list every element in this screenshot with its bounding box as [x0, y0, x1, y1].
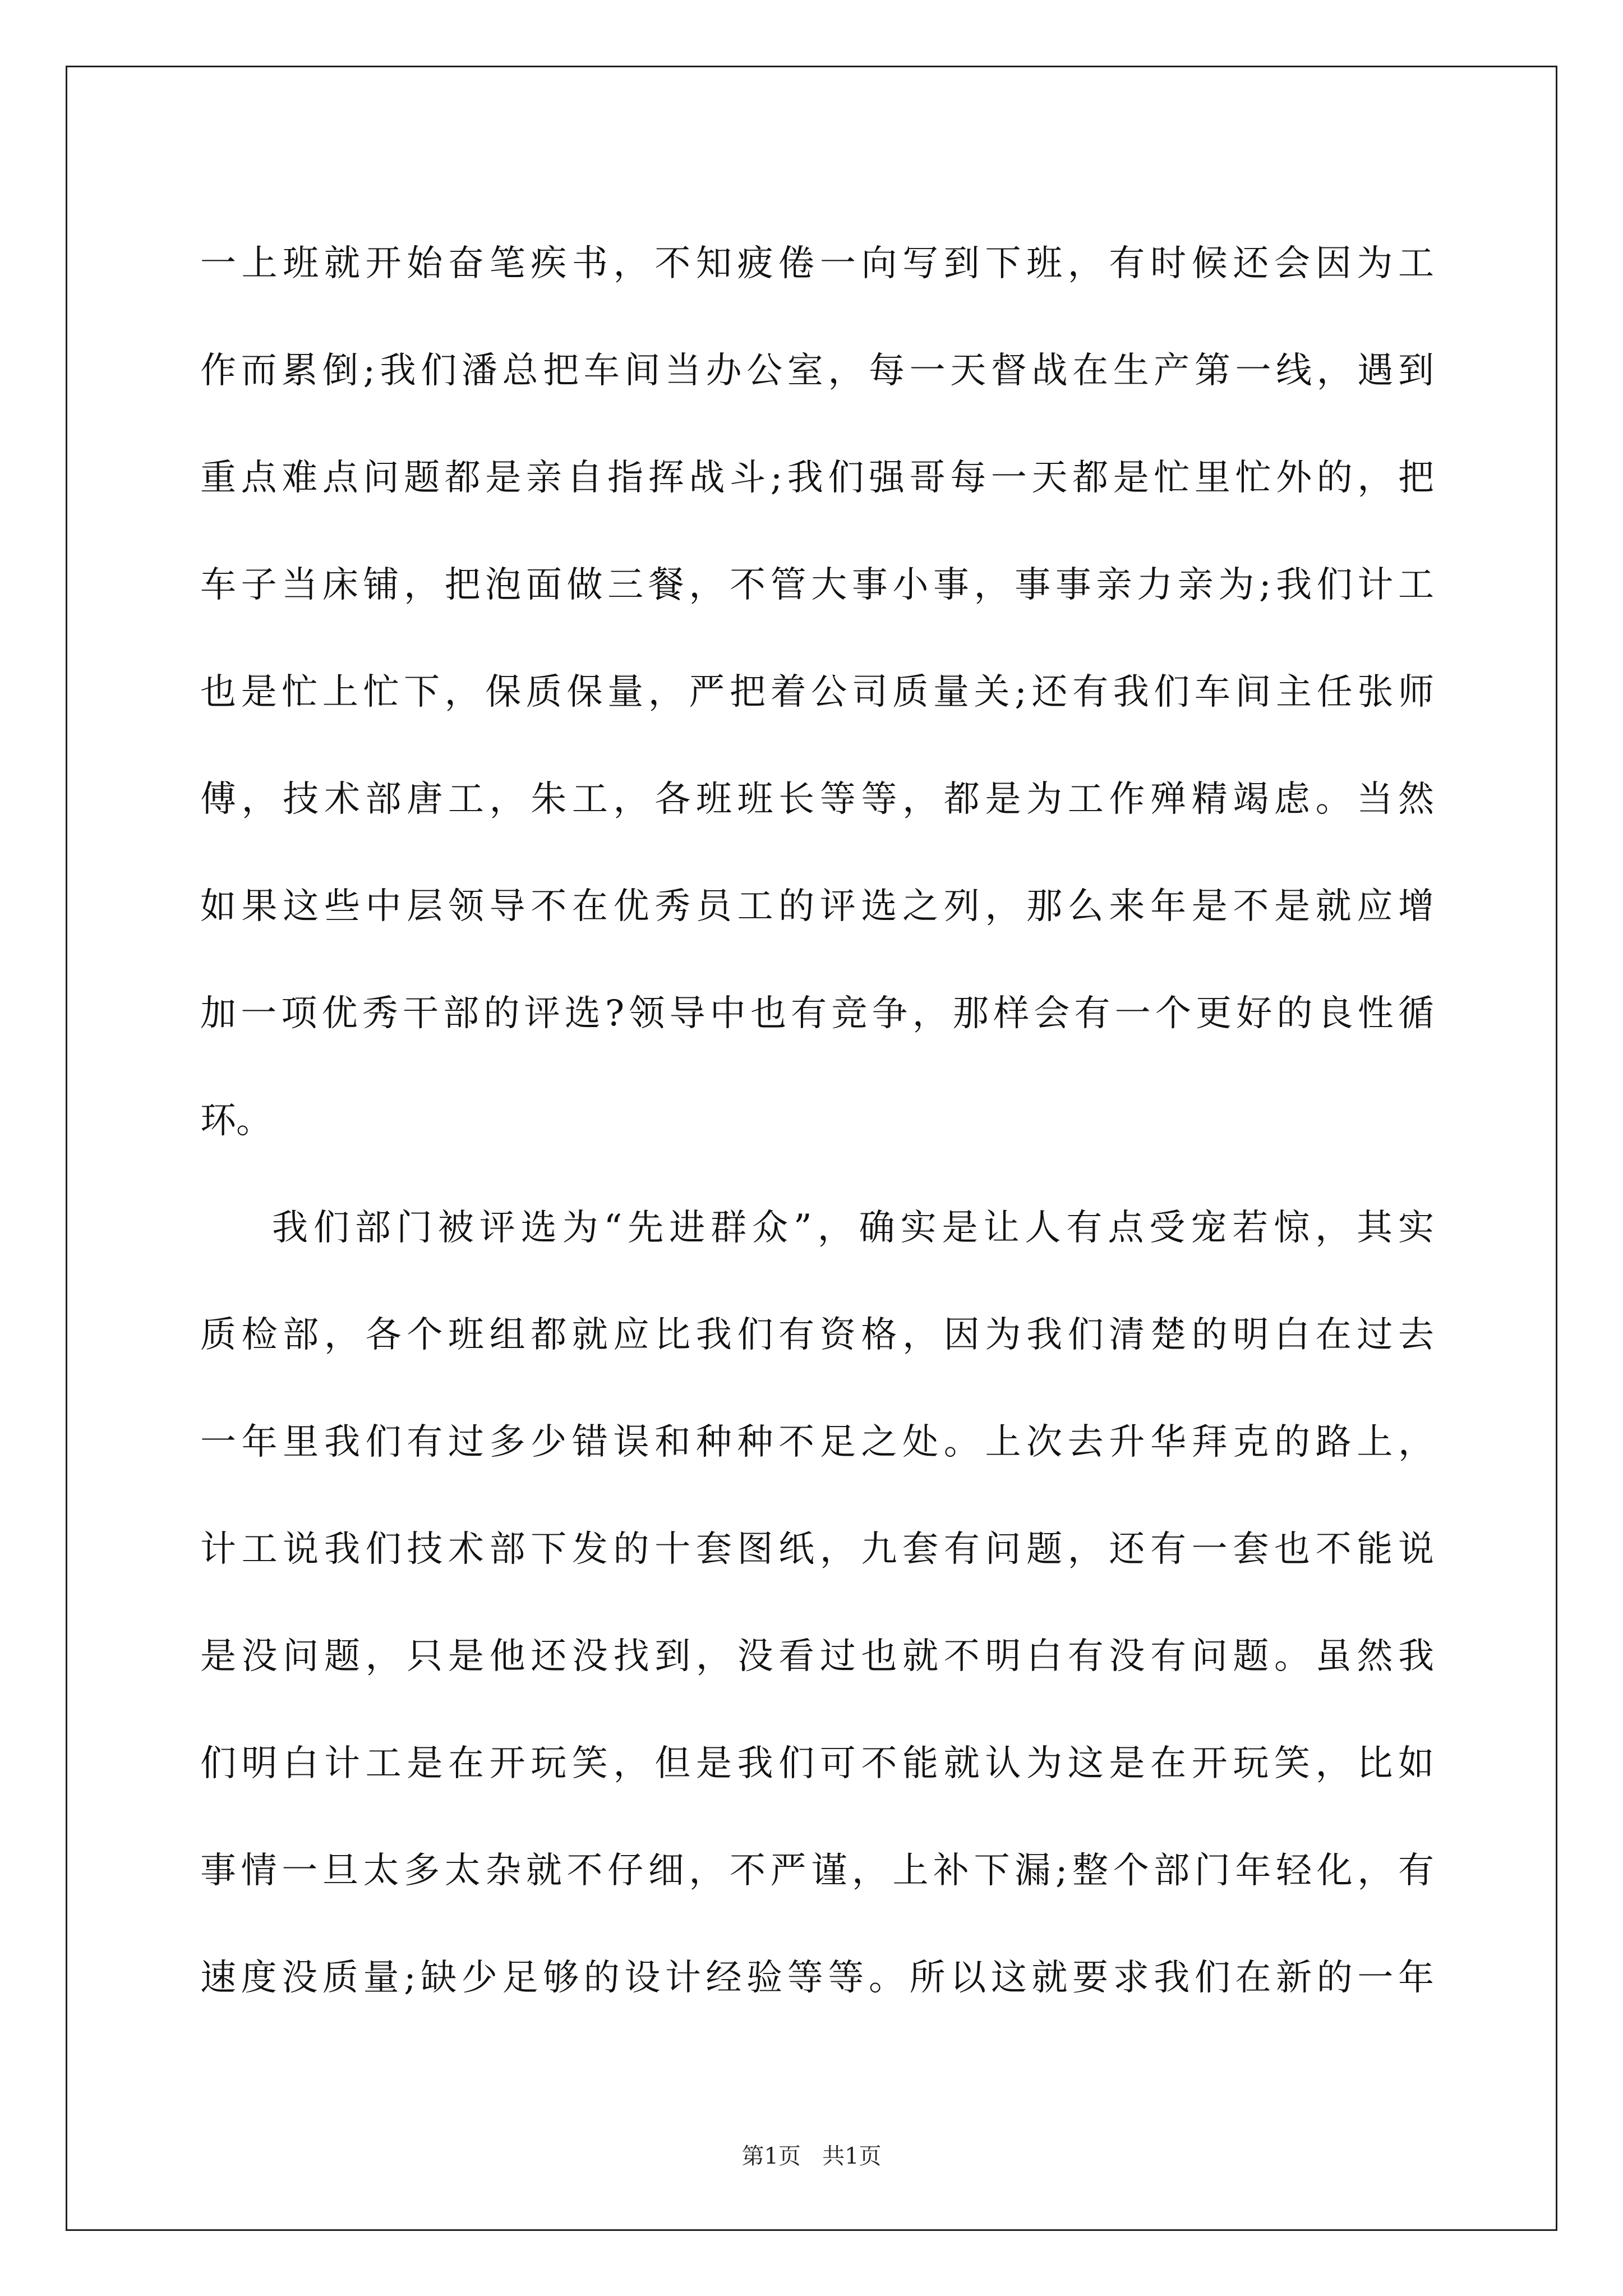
text-line: 加一项优秀干部的评选?领导中也有竞争，那样会有一个更好的良性循: [200, 993, 1434, 1034]
text-line: 如果这些中层领导不在优秀员工的评选之列，那么来年是不是就应增: [200, 886, 1434, 927]
page-number: 第1页: [741, 2143, 801, 2169]
text-line: 速度没质量;缺少足够的设计经验等等。所以这就要求我们在新的一年: [200, 1957, 1434, 1999]
page-total: 共1页: [822, 2143, 882, 2169]
text-line: 作而累倒;我们潘总把车间当办公室，每一天督战在生产第一线，遇到: [200, 350, 1434, 392]
text-line: 车子当床铺，把泡面做三餐，不管大事小事，事事亲力亲为;我们计工: [200, 564, 1434, 606]
text-line: 傅，技术部唐工，朱工，各班班长等等，都是为工作殚精竭虑。当然: [200, 779, 1434, 820]
text-line: 是没问题，只是他还没找到，没看过也就不明白有没有问题。虽然我: [200, 1636, 1434, 1677]
text-line: 也是忙上忙下，保质保量，严把着公司质量关;还有我们车间主任张师: [200, 671, 1434, 713]
paragraph-2: [200, 1175, 1434, 2032]
text-line: 我们部门被评选为“先进群众”，确实是让人有点受宠若惊，其实: [272, 1207, 1434, 1249]
text-line: 一上班就开始奋笔疾书，不知疲倦一向写到下班，有时候还会因为工: [200, 243, 1434, 284]
text-line: 质检部，各个班组都就应比我们有资格，因为我们清楚的明白在过去: [200, 1314, 1434, 1356]
text-line: 计工说我们技术部下发的十套图纸，九套有问题，还有一套也不能说: [200, 1529, 1434, 1570]
text-line: 们明白计工是在开玩笑，但是我们可不能就认为这是在开玩笑，比如: [200, 1743, 1434, 1784]
text-line: 事情一旦太多太杂就不仔细，不严谨，上补下漏;整个部门年轻化，有: [200, 1850, 1434, 1892]
page-footer: [0, 2138, 1623, 2170]
text-line: 重点难点问题都是亲自指挥战斗;我们强哥每一天都是忙里忙外的，把: [200, 457, 1434, 499]
paragraph-1: [200, 210, 1434, 1175]
document-body: [200, 210, 1434, 2032]
text-line: 一年里我们有过多少错误和种种不足之处。上次去升华拜克的路上，: [200, 1421, 1434, 1463]
text-line: 环。: [200, 1100, 272, 1142]
